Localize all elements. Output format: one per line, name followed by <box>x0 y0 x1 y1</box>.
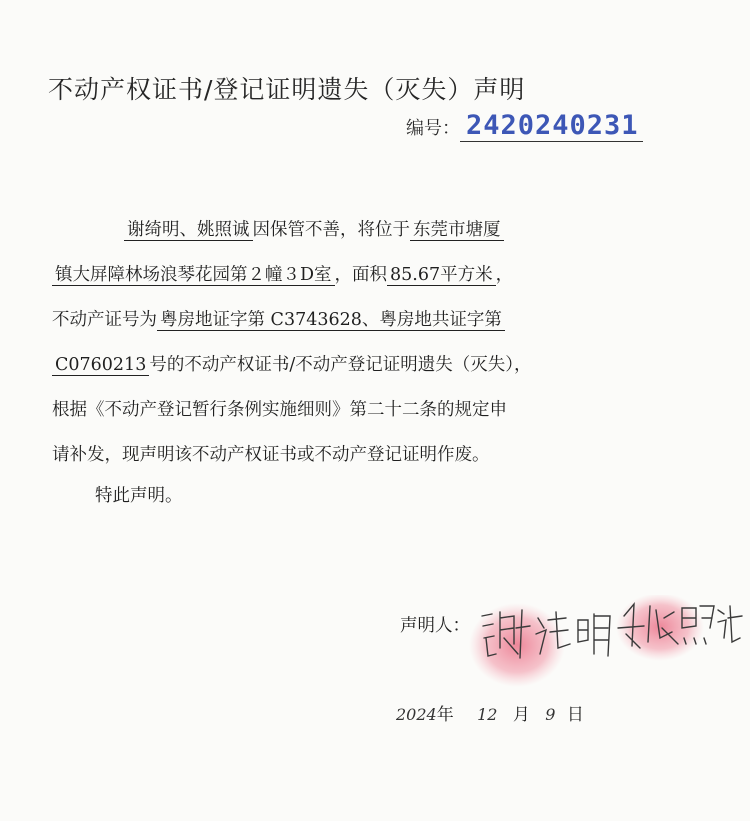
body-text-1: 因保管不善，将位于 <box>252 220 410 240</box>
location-part2: 镇大屏障林场浪琴花园第２幢３D室 <box>52 265 335 286</box>
body-line-6: 请补发，现声明该不动产权证书或不动产登记证明作废。 <box>52 445 490 465</box>
closing-text: 特此声明。 <box>95 486 183 506</box>
signer-row <box>400 612 470 637</box>
body-line-3 <box>52 298 642 343</box>
serial-label: 编号： <box>406 118 460 139</box>
signer-label: 声明人： <box>400 616 470 636</box>
document-title: 不动产权证书/登记证明遗失（灭失）声明 <box>48 75 526 104</box>
body-line-5: 根据《不动产登记暂行条例实施细则》第二十二条的规定申 <box>52 400 507 420</box>
body-line-2 <box>52 253 642 298</box>
body-line-4 <box>52 343 642 388</box>
cert-number-part1: 粤房地证字第 C3743628、粤房地共证字第 <box>157 310 505 331</box>
date-month-suffix: 月 <box>512 705 530 725</box>
date-day: 9 <box>545 705 556 724</box>
date-year: 2024 <box>396 705 437 724</box>
area-value: 85.67平方米 <box>387 265 496 286</box>
signature-1 <box>482 610 610 658</box>
location-part1: 东莞市塘厦 <box>410 220 504 241</box>
cert-label: 不动产证号为 <box>52 310 157 330</box>
body-line-1 <box>52 208 642 253</box>
declaration-date <box>396 700 584 725</box>
area-label: ，面积 <box>334 265 388 285</box>
signature-2 <box>618 604 742 648</box>
date-day-suffix: 日 <box>566 705 584 725</box>
serial-number: 2420240231 <box>460 110 643 142</box>
date-year-suffix: 年 <box>436 705 454 725</box>
owner-names: 谢绮明、姚照诚 <box>124 220 253 241</box>
handwritten-signatures <box>474 598 744 668</box>
line2-tail: ， <box>495 265 514 285</box>
serial-number-row <box>406 110 643 141</box>
cert-number-part2: C0760213 <box>52 355 149 376</box>
date-month: 12 <box>477 705 498 724</box>
body-text-4: 号的不动产权证书/不动产登记证明遗失（灭失）， <box>149 355 532 375</box>
declaration-body <box>52 208 642 478</box>
